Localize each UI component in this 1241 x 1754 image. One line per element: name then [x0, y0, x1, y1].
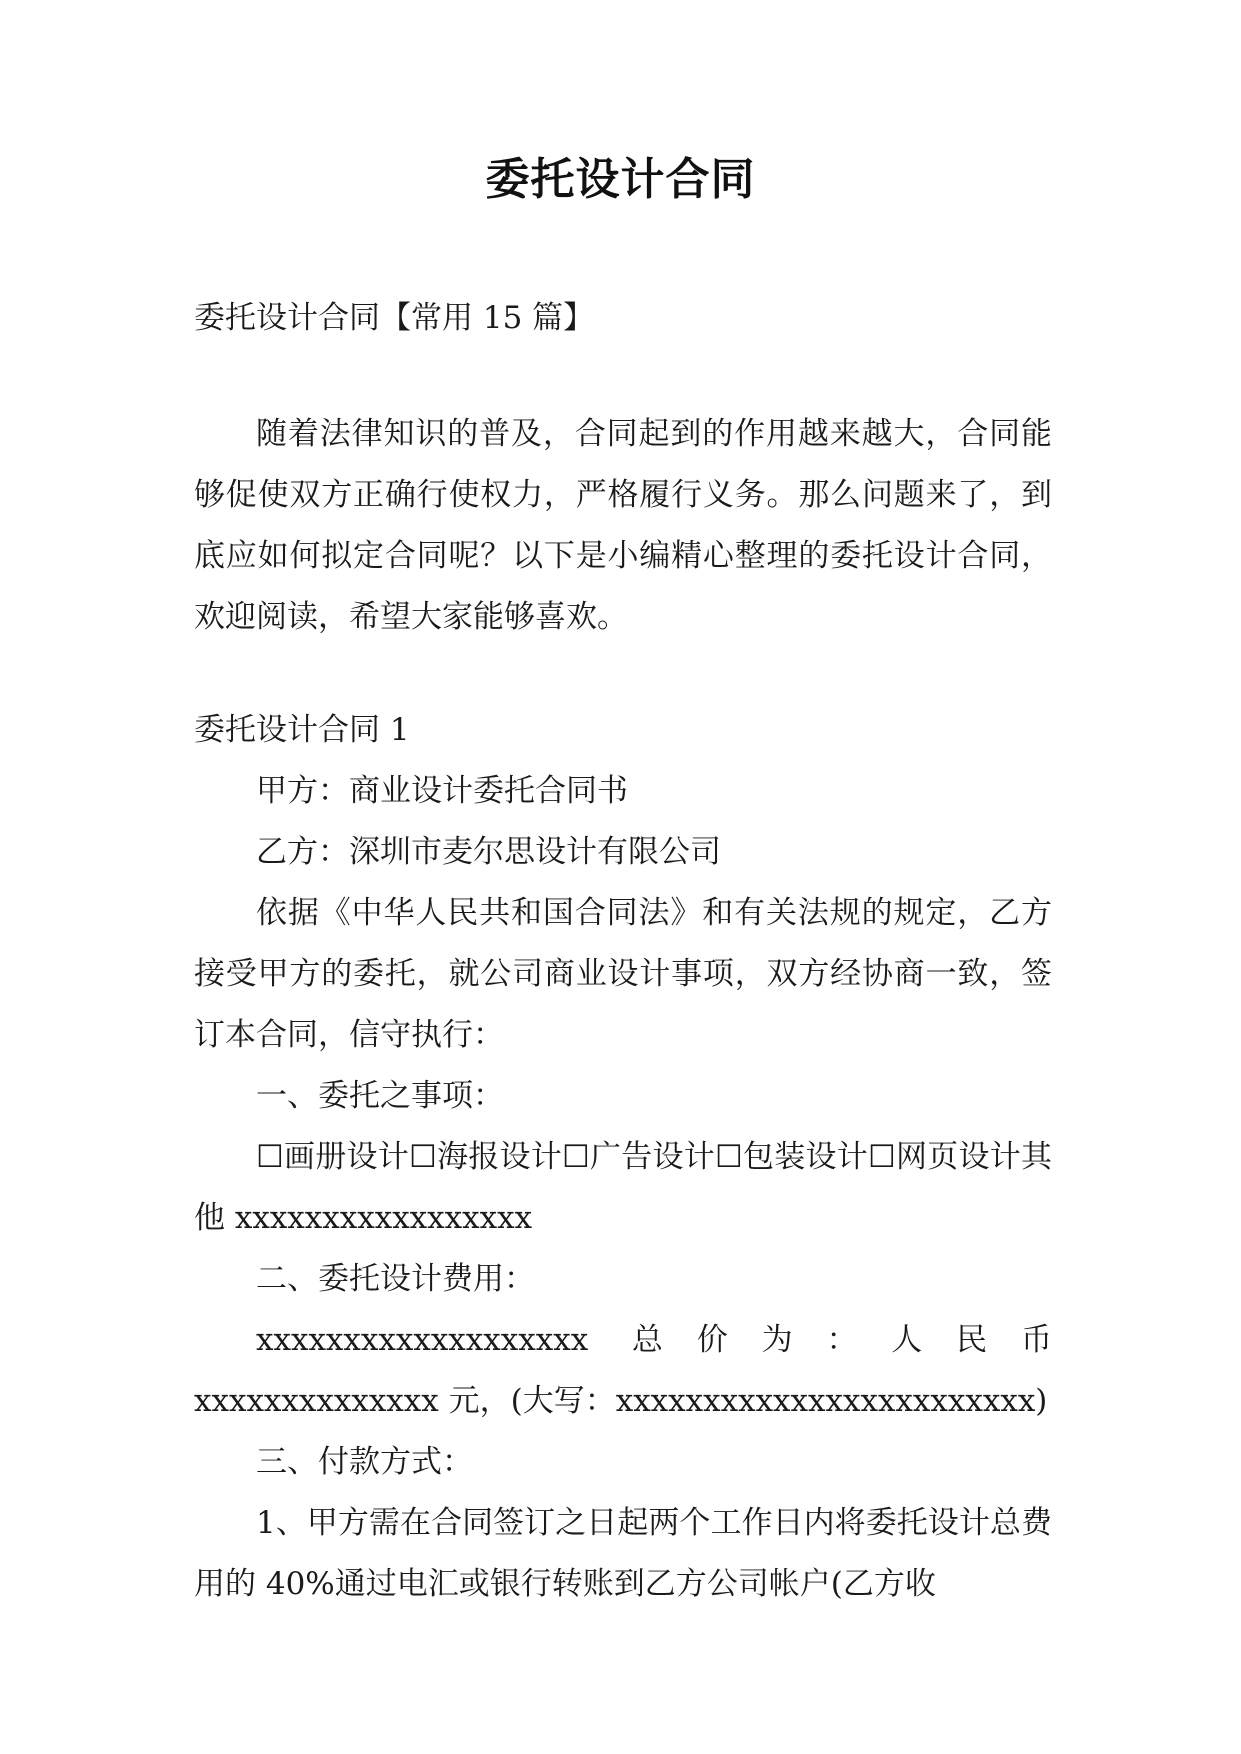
contract-1-section [194, 700, 1052, 1615]
document-subtitle: 委托设计合同【常用 15 篇】 [194, 300, 595, 336]
preamble-paragraph: 依据《中华人民共和国合同法》和有关法规的规定，乙方接受甲方的委托，就公司商业设计事项，双方经协商一致，签订本合同，信守执行： [194, 895, 1052, 1053]
item-1-content: ☐画册设计☐海报设计☐广告设计☐包装设计☐网页设计其他 xxxxxxxxxxxxxxxxx [194, 1139, 1052, 1236]
intro-paragraph: 随着法律知识的普及，合同起到的作用越来越大，合同能够促使双方正确行使权力，严格履行义务。那么问题来了，到底应如何拟定合同呢？以下是小编精心整理的委托设计合同，欢迎阅读，希望大家能够喜欢。 [194, 416, 1052, 635]
intro-section [194, 404, 1052, 648]
party-a-line: 甲方：商业设计委托合同书 [256, 773, 628, 809]
item-1-heading: 一、委托之事项： [256, 1078, 504, 1114]
item-2-content: xxxxxxxxxxxxxxxxxxx 总价为：人民币 xxxxxxxxxxxxxx 元，(大写：xxxxxxxxxxxxxxxxxxxxxxxx) [194, 1322, 1052, 1419]
item-2-heading: 二、委托设计费用： [256, 1261, 535, 1297]
item-3-content: 1、甲方需在合同签订之日起两个工作日内将委托设计总费用的 40%通过电汇或银行转账到乙方公司帐户(乙方收 [194, 1505, 1052, 1602]
item-3-heading: 三、付款方式： [256, 1444, 473, 1480]
party-b-line: 乙方：深圳市麦尔思设计有限公司 [256, 834, 721, 870]
contract-1-heading: 委托设计合同 1 [194, 712, 410, 748]
document-title: 委托设计合同 [485, 154, 756, 205]
